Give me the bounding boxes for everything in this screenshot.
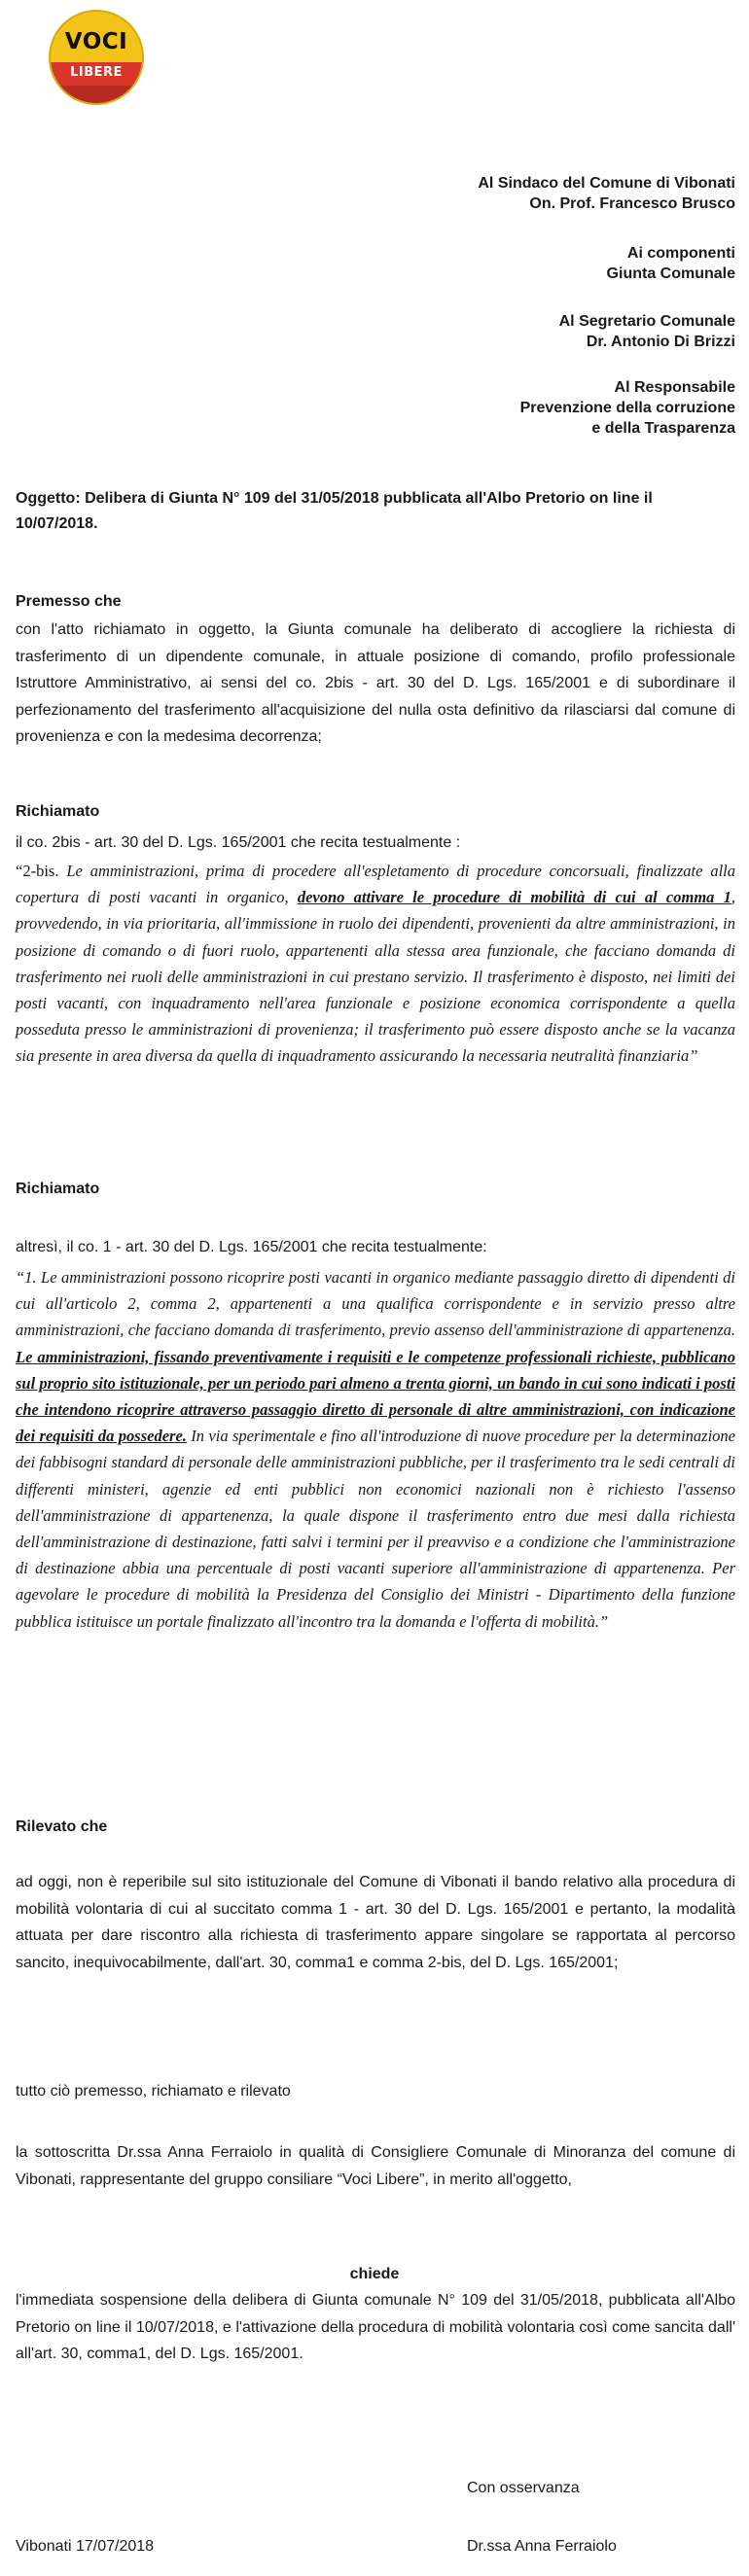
heading-rilevato: Rilevato che (16, 1818, 108, 1835)
signatory-text: la sottoscritta Dr.ssa Anna Ferraiolo in qualità di Consigliere Comunale di Minoranza del comune di Vibonati, rappresentante del gruppo consiliare “Voci Libere”, in merito all'oggetto, (16, 2144, 735, 2188)
addressee-line: Giunta Comunale (606, 265, 735, 282)
addressee-line: Prevenzione della corruzione (519, 400, 735, 416)
quote-text: Le amministrazioni, prima di procedere all'espletamento di procedure concorsuali, finalizzate alla copertura di posti vacanti in organico, (16, 862, 735, 907)
quote-comma-1 (16, 1264, 735, 1635)
addressee-line: Al Segretario Comunale (558, 313, 735, 330)
quote-text: In via sperimentale e fino all'introduzione di nuove procedure per la determinazione dei fabbisogni standard di personale delle amministrazioni pubbliche, per il trasferimento tra le sedi centrali di differenti ministeri, agenzie ed enti pubblici non economici nazionali non è richiesto l'assenso dell'amministrazione di appartenenza, la quale dispone il trasferimento entro due mesi dalla richiesta dell'amministrazione di destinazione, fatti salvi i termini per il preavviso e a condizione che l'amministrazione di destinazione abbia una percentuale di posti vacanti superiore all'amministrazione di appartenenza. Per agevolare le procedure di mobilità la Presidenza del Consiglio dei Ministri - Dipartimento della funzione pubblica istituisce un portale finalizzato all'incontro tra la domanda e l'offerta di mobilità.” (16, 1427, 735, 1631)
quote-label: “2-bis. (16, 862, 67, 880)
premesso-text: con l'atto richiamato in oggetto, la Giunta comunale ha deliberato di accogliere la richiesta di trasferimento di un dipendente comunale, in attuale posizione di comando, profilo professionale Istruttore Amministrativo, ai sensi del co. 2bis - art. 30 del D. Lgs. 165/2001 e di subordinare il perfezionamento del trasferimento all'acquisizione del nulla osta definitivo da rilasciarsi dal comune di provenienza e con la medesima decorrenza; (16, 621, 735, 745)
addressee-line: On. Prof. Francesco Brusco (529, 195, 735, 212)
quote-text: , provvedendo, in via prioritaria, all'immissione in ruolo dei dipendenti, provenienti da altre amministrazioni, in posizione di comando o di fuori ruolo, appartenenti alla stessa area funzionale, che facciano domanda di trasferimento nei ruoli delle amministrazioni in cui prestano servizio. Il trasferimento è disposto, nei limiti dei posti vacanti, con inquadramento nell'area funzionale e posizione economica corrispondente a quella posseduta presso le amministrazioni di provenienza; il trasferimento può essere disposto anche se la vacanza sia presente in area diversa da quella di inquadramento assicurando la necessaria neutralità finanziaria” (16, 888, 735, 1066)
rilevato-text: ad oggi, non è reperibile sul sito istituzionale del Comune di Vibonati il bando relativo alla procedura di mobilità volontaria di cui al succitato comma 1 - art. 30 del D. Lgs. 165/2001 e pertanto, la modalità attuata per dare riscontro alla richiesta di trasferimento appare singolare se rapportata al percorso sancito, inequivocabilmente, dall'art. 30, comma1 e comma 2-bis, del D. Lgs. 165/2001; (16, 1874, 735, 1971)
addressee-mayor (478, 173, 735, 214)
signature-name: Dr.ssa Anna Ferraiolo (467, 2538, 617, 2555)
addressee-line: Ai componenti (626, 245, 735, 262)
subject-line: Oggetto: Delibera di Giunta N° 109 del 31/05/2018 pubblicata all'Albo Pretorio on line il 10/07/2018. (16, 490, 653, 532)
heading-chiede: chiede (349, 2266, 400, 2282)
heading-premesso: Premesso che (16, 593, 122, 610)
addressee-line: Dr. Antonio Di Brizzi (586, 334, 735, 350)
richiamato-2-intro: altresì, il co. 1 - art. 30 del D. Lgs. 165/2001 che recita testualmente: (16, 1239, 487, 1255)
addressee-secretary (559, 311, 735, 352)
quote-comma-2bis (16, 858, 735, 1070)
logo-text-top: VOCI (64, 29, 128, 54)
quote-underlined-text: Le amministrazioni, fissando preventivamente i requisiti e le competenze professionali richieste, pubblicano sul proprio sito istituzionale, per un periodo pari almeno a trenta giorni, un bando in cui sono indicati i posti che intendono ricoprire attraverso passaggio diretto di personale di altre amministrazioni, con indicazione dei requisiti da possedere. (16, 1347, 735, 1446)
richiamato-1-intro: il co. 2bis - art. 30 del D. Lgs. 165/2001 che recita testualmente : (16, 834, 461, 851)
heading-richiamato-1: Richiamato (16, 803, 100, 820)
heading-richiamato-2: Richiamato (16, 1181, 100, 1197)
addressee-anticorruption (520, 377, 735, 439)
logo-text-bottom: LIBERE (70, 65, 123, 80)
closing-salutation: Con osservanza (467, 2480, 580, 2496)
place-date: Vibonati 17/07/2018 (16, 2538, 155, 2555)
addressee-line: e della Trasparenza (591, 420, 735, 437)
addressee-council (607, 243, 735, 284)
quote-underlined-text: devono attivare le procedure di mobilità di cui al comma 1 (297, 888, 731, 907)
quote-text: “1. Le amministrazioni possono ricoprire posti vacanti in organico mediante passaggio diretto di dipendenti di cui all'articolo 2, comma 2, appartenenti a una qualifica corrispondente e in servizio presso altre amministrazioni, che facciano domanda di trasferimento, previo assenso dell'amministrazione di appartenenza. (16, 1268, 735, 1340)
addressee-line: Al Responsabile (614, 379, 735, 396)
addressee-line: Al Sindaco del Comune di Vibonati (478, 175, 735, 192)
voci-libere-logo (49, 10, 144, 105)
chiede-text: l'immediata sospensione della delibera di Giunta comunale N° 109 del 31/05/2018, pubblicata all'Albo Pretorio on line il 10/07/2018, e l'attivazione della procedura di mobilità volontaria così come sancita dall' all'art. 30, comma1, del D. Lgs. 165/2001. (16, 2292, 735, 2362)
premise-line: tutto ciò premesso, richiamato e rilevato (16, 2083, 291, 2100)
